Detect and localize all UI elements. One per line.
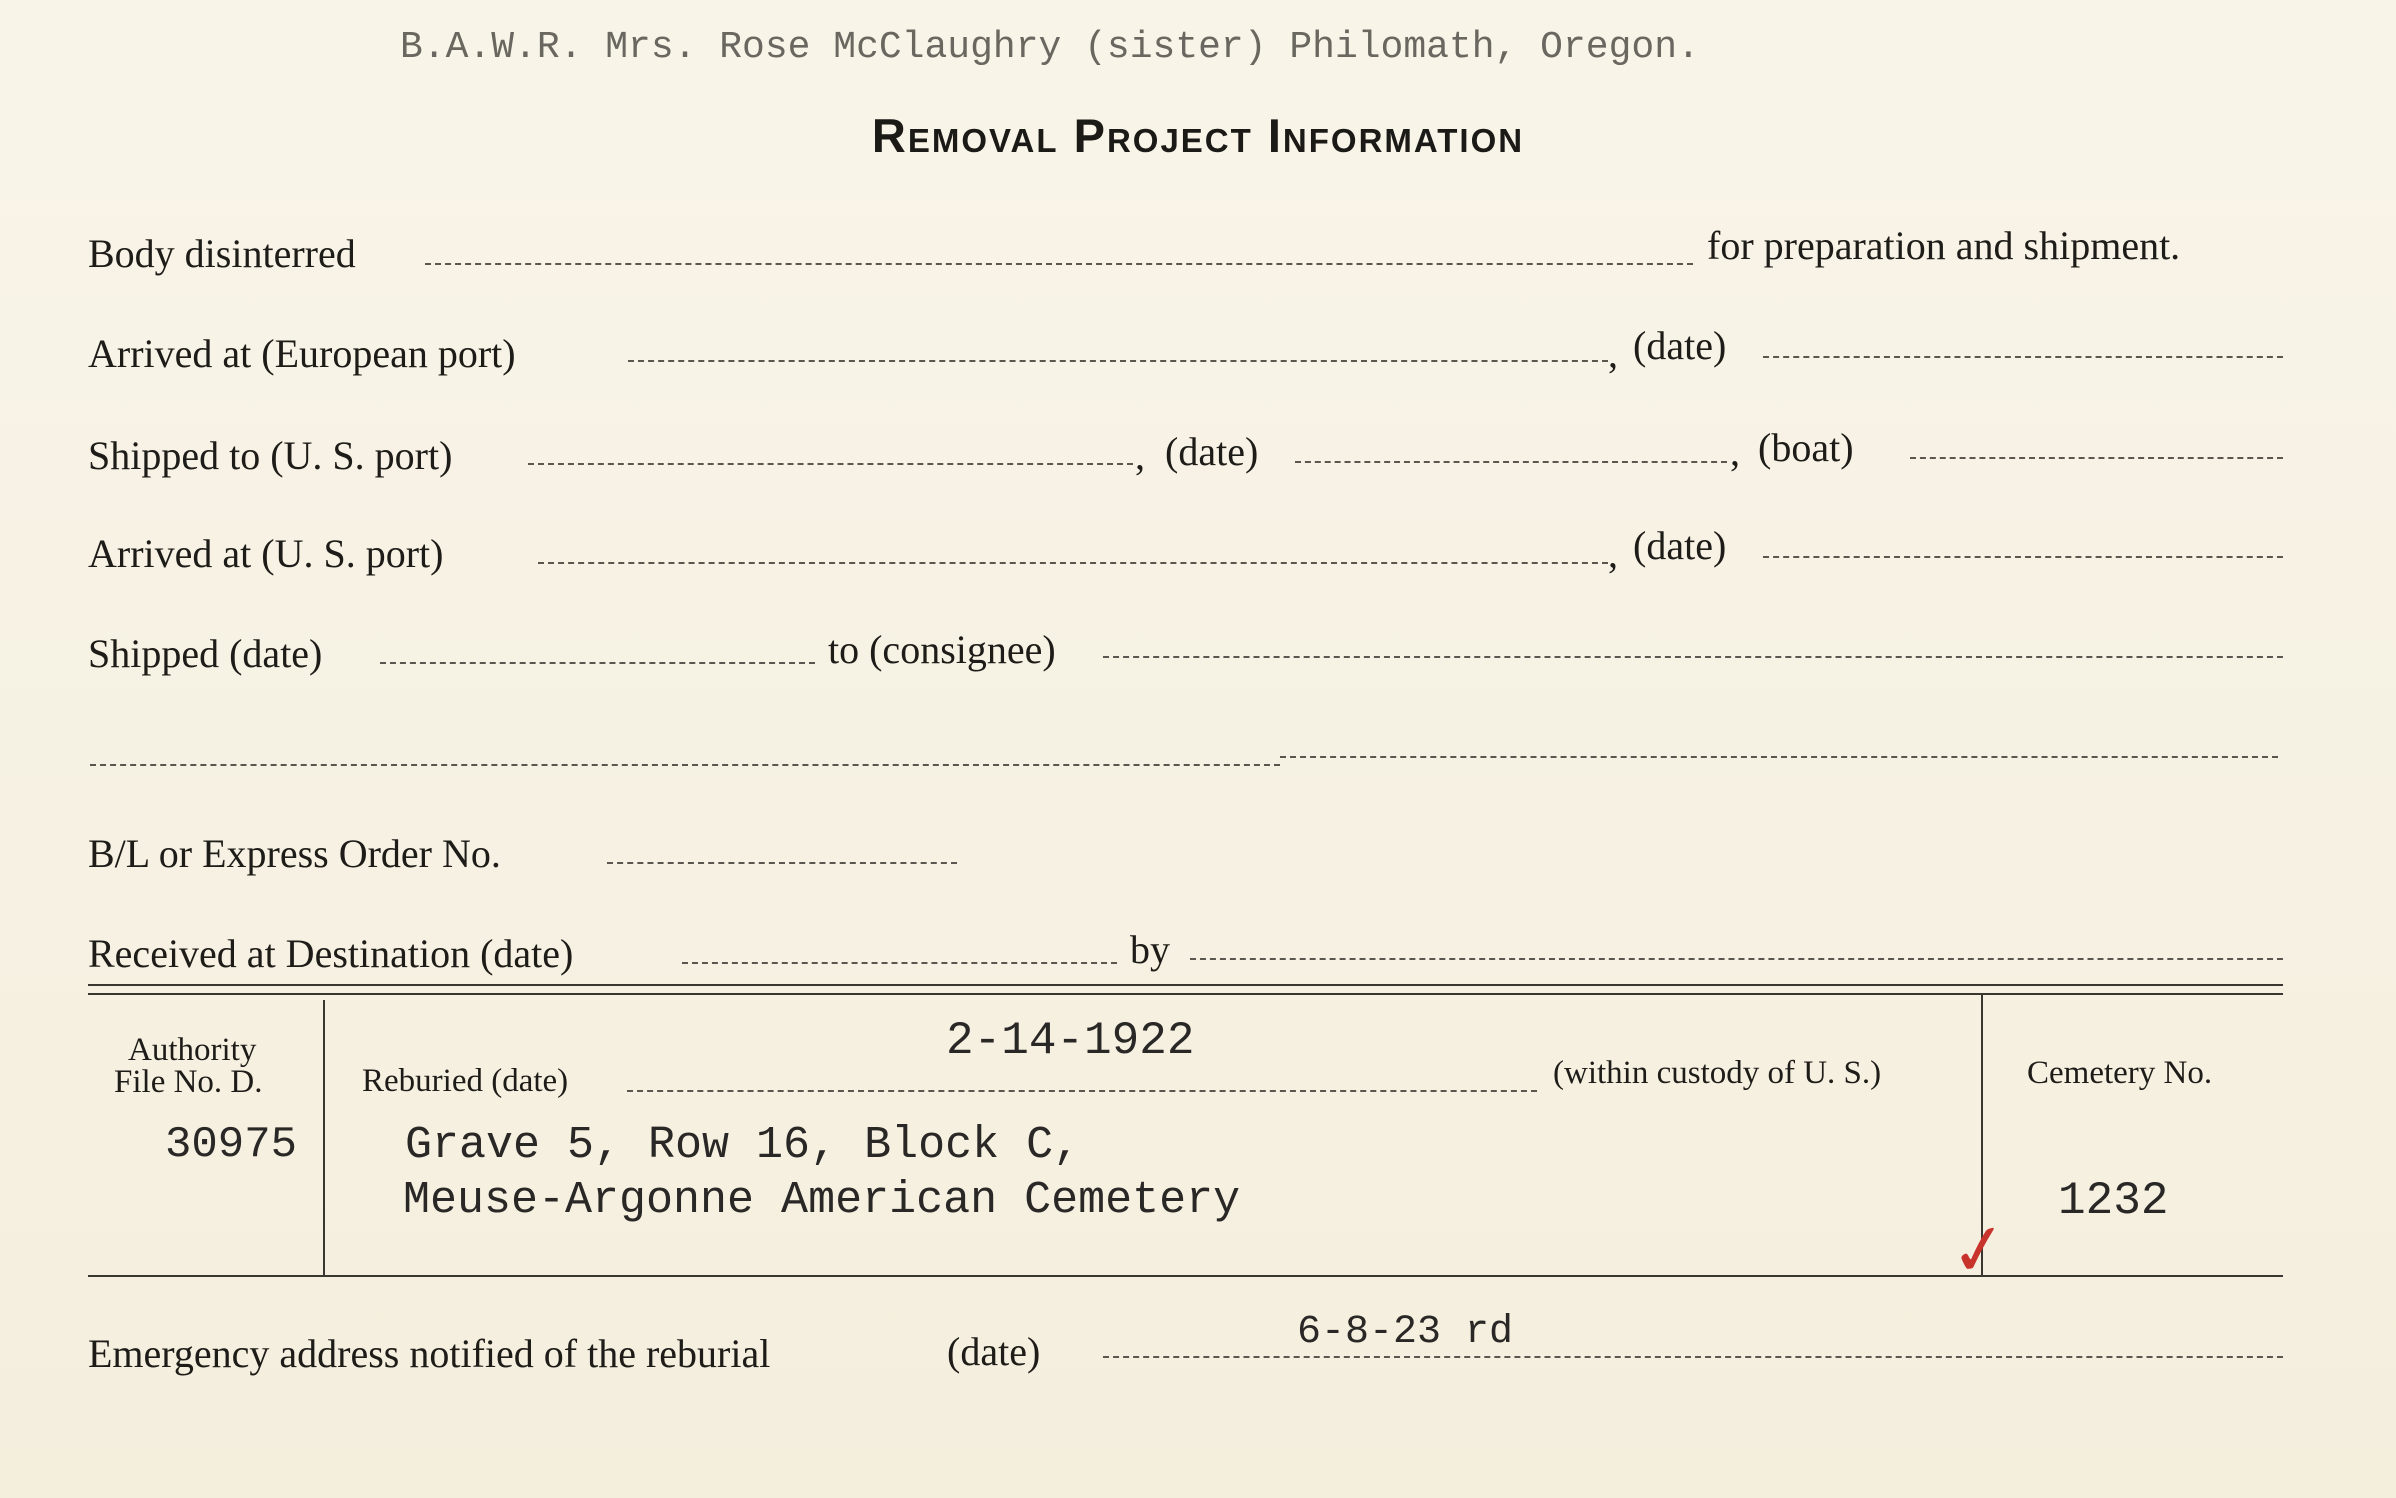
shipped-to-us-port-label: Shipped to (U. S. port) — [88, 433, 453, 478]
reburied-date-value: 2-14-1922 — [946, 1015, 1195, 1067]
authority-label-line2: File No. D. — [114, 1064, 263, 1100]
received-destination-line — [682, 962, 1117, 964]
reburial-top-rule-2 — [88, 993, 2283, 995]
emergency-date-line — [1103, 1356, 2283, 1358]
comma-mark: , — [1730, 429, 1740, 474]
body-disinterred-line — [425, 263, 1693, 265]
comma-mark: , — [1608, 531, 1618, 576]
grave-location-line2: Meuse-Argonne American Cemetery — [403, 1175, 1241, 1226]
cemetery-number-label: Cemetery No. — [2027, 1055, 2213, 1091]
reburied-date-label: Reburied (date) — [362, 1063, 569, 1099]
bl-express-order-label: B/L or Express Order No. — [88, 831, 501, 876]
cemetery-number-value: 1232 — [2058, 1175, 2169, 1227]
typed-header-note: B.A.W.R. Mrs. Rose McClaughry (sister) Philomath, Oregon. — [400, 26, 1700, 69]
emergency-date-label: (date) — [947, 1329, 1041, 1374]
comma-mark: , — [1135, 433, 1145, 478]
arrived-european-port-label: Arrived at (European port) — [88, 331, 516, 376]
arrived-european-port-line — [628, 360, 1608, 362]
arrived-european-date-line — [1763, 356, 2283, 358]
boat-label: (boat) — [1758, 425, 1854, 470]
reburial-left-divider — [323, 1000, 325, 1275]
shipped-date-line — [1295, 461, 1727, 463]
custody-label: (within custody of U. S.) — [1553, 1055, 1882, 1091]
arrived-us-date-label: (date) — [1633, 523, 1727, 568]
received-by-line — [1190, 958, 2283, 960]
preparation-shipment-label: for preparation and shipment. — [1707, 223, 2181, 268]
reburial-bottom-rule — [88, 1275, 2283, 1277]
arrived-us-port-label: Arrived at (U. S. port) — [88, 531, 444, 576]
body-disinterred-label: Body disinterred — [88, 231, 356, 276]
reburial-top-rule — [88, 984, 2283, 986]
consignee-continuation-line-right — [1280, 756, 2278, 758]
shipped-date-row-line — [380, 662, 815, 664]
emergency-address-label: Emergency address notified of the reburial — [88, 1331, 771, 1376]
received-destination-label: Received at Destination (date) — [88, 931, 574, 976]
comma-mark: , — [1608, 331, 1618, 376]
shipped-to-us-port-line — [528, 463, 1133, 465]
shipped-date-label: (date) — [1165, 429, 1259, 474]
reburied-date-line — [627, 1090, 1537, 1092]
bl-express-order-line — [607, 862, 957, 864]
consignee-continuation-line — [90, 764, 1280, 766]
consignee-label: to (consignee) — [828, 627, 1056, 672]
shipped-date-row-label: Shipped (date) — [88, 631, 323, 676]
arrived-us-port-line — [538, 562, 1608, 564]
red-check-mark-icon: ✓ — [1944, 1205, 2015, 1295]
emergency-notified-value: 6-8-23 rd — [1297, 1310, 1514, 1355]
authority-label-line1: Authority — [128, 1032, 257, 1068]
arrived-european-date-label: (date) — [1633, 323, 1727, 368]
authority-file-number: 30975 — [165, 1120, 298, 1170]
grave-location-line1: Grave 5, Row 16, Block C, — [405, 1120, 1081, 1171]
boat-line — [1910, 457, 2283, 459]
consignee-line — [1103, 656, 2283, 658]
arrived-us-date-line — [1763, 556, 2283, 558]
page-title: Removal Project Information — [871, 109, 1525, 162]
received-by-label: by — [1130, 927, 1170, 972]
